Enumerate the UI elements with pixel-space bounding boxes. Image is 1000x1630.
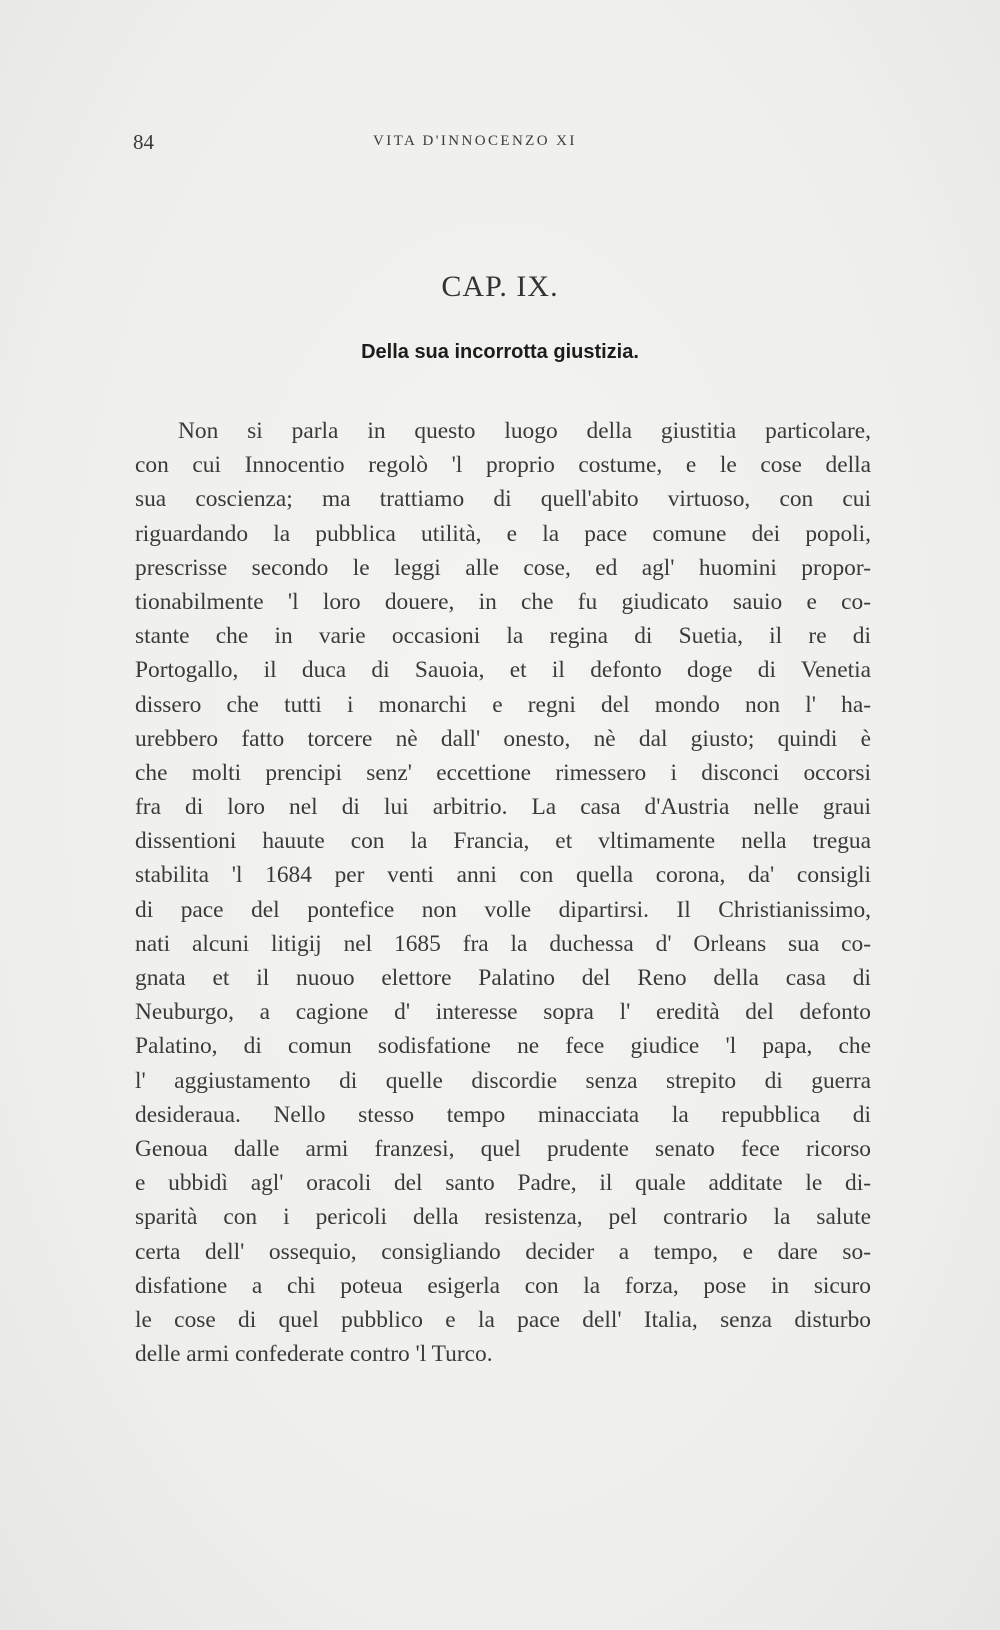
text-line: sparità con i pericoli della resistenza, pel contrario la salute (135, 1204, 871, 1231)
text-line: urebbero fatto torcere nè dall' onesto, nè dal giusto; quindi è (135, 725, 871, 752)
text-line: tionabilmente 'l loro douere, in che fu giudicato sauio e co- (135, 588, 871, 615)
body-text (135, 414, 871, 1371)
chapter-title: CAP. IX. (441, 270, 559, 303)
text-line: riguardando la pubblica utilità, e la pace comune dei popoli, (135, 520, 871, 547)
text-line: Non si parla in questo luogo della giustitia particolare, (178, 418, 871, 444)
page-header (133, 130, 873, 160)
page-number: 84 (133, 130, 154, 154)
text-line: che molti prencipi senz' eccettione rimessero i disconci occorsi (135, 759, 871, 786)
text-line: nati alcuni litigij nel 1685 fra la duchessa d' Orleans sua co- (135, 930, 871, 957)
text-line: fra di loro nel di lui arbitrio. La casa d'Austria nelle graui (135, 794, 871, 821)
text-line: stabilita 'l 1684 per venti anni con quella corona, da' consigli (135, 862, 871, 889)
text-line: stante che in varie occasioni la regina di Suetia, il re di (135, 623, 871, 650)
text-line: Portogallo, il duca di Sauoia, et il defonto doge di Venetia (135, 657, 871, 684)
text-line: e ubbidì agl' oracoli del santo Padre, il quale additate le di- (135, 1170, 871, 1197)
text-line: con cui Innocentio regolò 'l proprio costume, e le cose della (135, 452, 871, 479)
running-title: VITA D'INNOCENZO XI (373, 133, 577, 149)
text-line: di pace del pontefice non volle dipartirsi. Il Christianissimo, (135, 896, 871, 923)
text-line: Palatino, di comun sodisfatione ne fece giudice 'l papa, che (135, 1033, 871, 1060)
text-line: dissero che tutti i monarchi e regni del mondo non l' ha- (135, 691, 871, 718)
text-line: disfatione a chi poteua esigerla con la forza, pose in sicuro (135, 1272, 871, 1299)
text-line: delle armi confederate contro 'l Turco. (135, 1341, 493, 1368)
text-line: le cose di quel pubblico e la pace dell' Italia, senza disturbo (135, 1306, 871, 1333)
text-line: sua coscienza; ma trattiamo di quell'abito virtuoso, con cui (135, 486, 871, 513)
text-line: prescrisse secondo le leggi alle cose, ed agl' huomini propor- (135, 554, 871, 581)
text-line: gnata et il nuouo elettore Palatino del Reno della casa di (135, 965, 871, 991)
text-line: Genoua dalle armi franzesi, quel prudente senato fece ricorso (135, 1135, 871, 1162)
text-line: Neuburgo, a cagione d' interesse sopra l' eredità del defonto (135, 999, 871, 1026)
text-line: certa dell' ossequio, consigliando decider a tempo, e dare so- (135, 1238, 871, 1265)
text-line: l' aggiustamento di quelle discordie senza strepito di guerra (135, 1067, 871, 1094)
text-line: dissentioni hauute con la Francia, et vltimamente nella tregua (135, 828, 871, 855)
text-line: desideraua. Nello stesso tempo minacciata la repubblica di (135, 1101, 871, 1128)
chapter-subtitle: Della sua incorrotta giustizia. (361, 341, 639, 363)
